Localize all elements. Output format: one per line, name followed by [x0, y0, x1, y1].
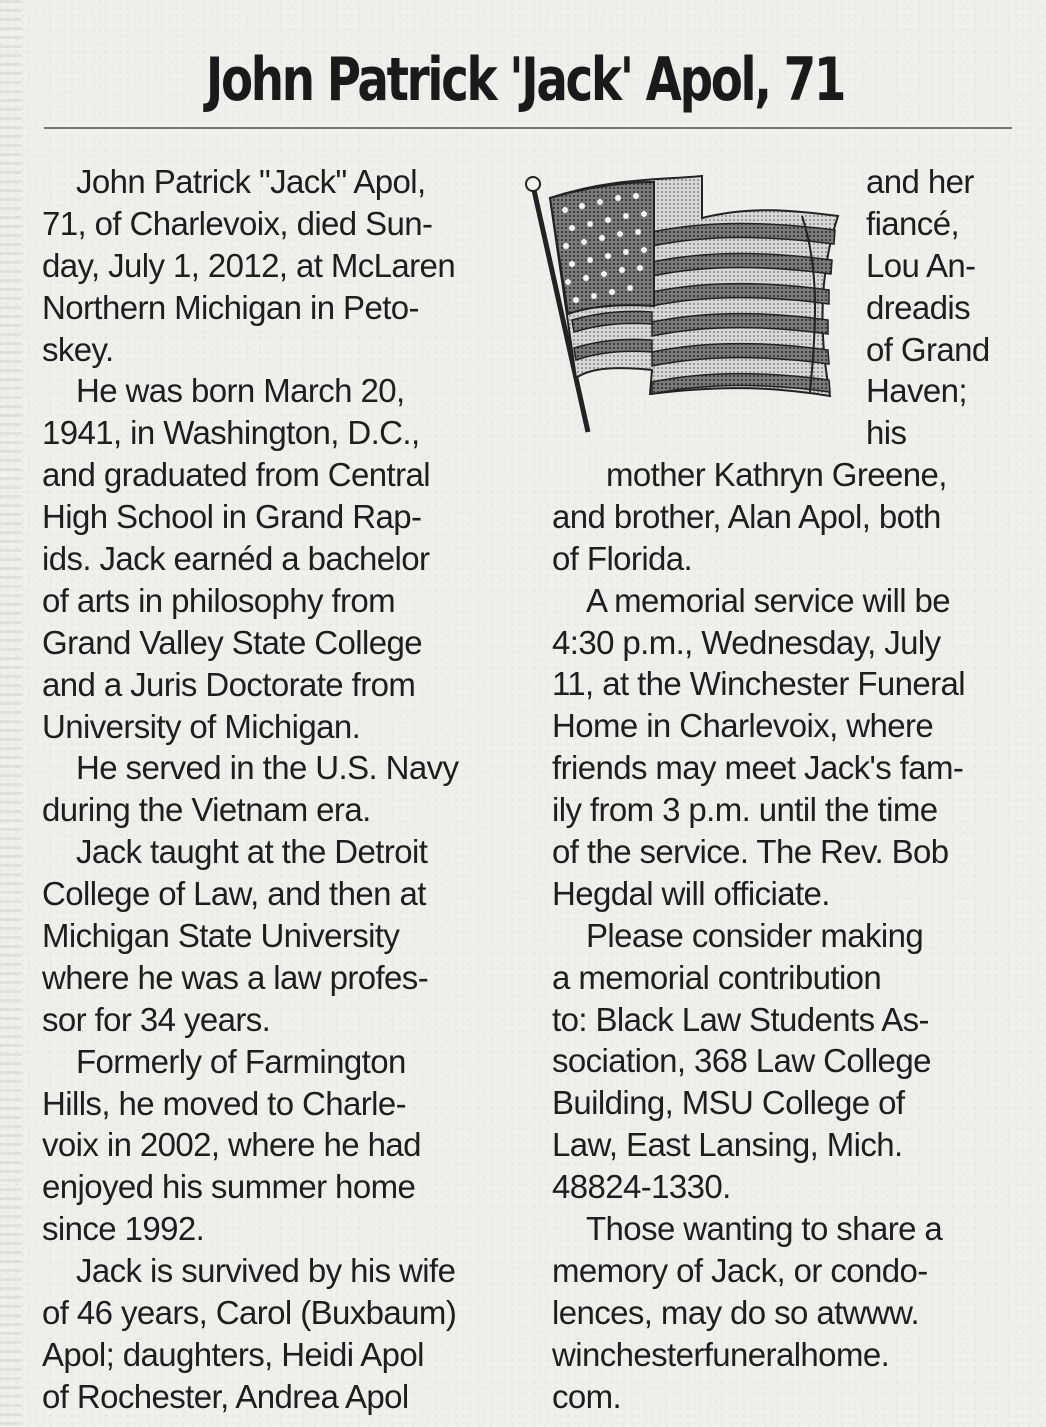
text-line: Hegdal will officiate. — [552, 874, 830, 912]
text-line: 1941, in Washington, D.C., — [42, 414, 420, 452]
text-line: mother Kathryn Greene, — [606, 456, 947, 493]
text-line: Those wanting to share a — [586, 1210, 943, 1248]
text-line: of 46 years, Carol (Buxbaum) — [42, 1294, 457, 1332]
right-top-column — [866, 161, 1016, 454]
text-line: He served in the U.S. Navy — [76, 749, 459, 787]
text-line: Building, MSU College of — [552, 1084, 905, 1122]
text-line: skey. — [42, 330, 114, 368]
text-line: during the Vietnam era. — [42, 791, 371, 829]
text-line: dreadis — [866, 288, 971, 326]
text-line: and her — [866, 163, 974, 200]
text-line: of the service. The Rev. Bob — [552, 833, 949, 871]
text-line: ily from 3 p.m. until the time — [552, 791, 938, 829]
text-line: Please consider making — [586, 916, 924, 954]
text-line: 71, of Charlevoix, died Sun- — [42, 204, 433, 242]
text-line: ids. Jack earnéd a bachelor — [42, 540, 430, 578]
text-line: Michigan State University — [42, 917, 400, 955]
text-line: Haven; — [866, 372, 967, 410]
text-line: Home in Charlevoix, where — [552, 707, 934, 745]
obituary-headline: John Patrick 'Jack' Apol, 71 — [205, 45, 845, 115]
text-line: University of Michigan. — [42, 707, 361, 745]
text-line: fiancé, — [866, 204, 960, 242]
text-line: He was born March 20, — [76, 372, 405, 410]
text-line: memory of Jack, or condo- — [552, 1251, 928, 1289]
text-line: to: Black Law Students As- — [552, 1000, 929, 1038]
text-line: Grand Valley State College — [42, 623, 423, 661]
text-line: Jack taught at the Detroit — [76, 833, 428, 871]
text-line: lences, may do so atwww. — [552, 1293, 920, 1331]
text-line: 48824-1330. — [552, 1168, 731, 1206]
text-line: friends may meet Jack's fam- — [552, 749, 964, 787]
text-line: where he was a law profes- — [42, 958, 429, 996]
text-line: and graduated from Central — [42, 456, 430, 494]
torn-edge — [0, 0, 22, 1427]
text-line: A memorial service will be — [586, 581, 951, 619]
headline-rule — [44, 127, 1012, 129]
text-line: Northern Michigan in Peto- — [42, 288, 419, 326]
text-line: a memorial contribution — [552, 958, 882, 996]
text-line: Lou An- — [866, 246, 976, 284]
right-column — [552, 454, 1012, 1417]
text-line: Formerly of Farmington — [76, 1042, 406, 1080]
text-line: since 1992. — [42, 1210, 205, 1248]
text-line: of Grand — [866, 330, 990, 368]
text-line: voix in 2002, where he had — [42, 1126, 421, 1164]
text-line: day, July 1, 2012, at McLaren — [42, 246, 456, 284]
text-line: enjoyed his summer home — [42, 1168, 416, 1206]
text-line: 11, at the Winchester Funeral — [552, 665, 966, 703]
text-line: Law, East Lansing, Mich. — [552, 1126, 903, 1164]
text-line: sociation, 368 Law College — [552, 1042, 931, 1080]
text-line: High School in Grand Rap- — [42, 498, 422, 536]
text-line: sor for 34 years. — [42, 1000, 271, 1038]
text-line: his — [866, 414, 907, 452]
text-line: College of Law, and then at — [42, 875, 426, 913]
text-line: and brother, Alan Apol, both — [552, 497, 941, 535]
text-line: 4:30 p.m., Wednesday, July — [552, 623, 941, 661]
left-column — [42, 161, 502, 1418]
text-line: Apol; daughters, Heidi Apol — [42, 1335, 424, 1373]
text-line: of Florida. — [552, 539, 693, 577]
text-line: of arts in philosophy from — [42, 581, 396, 619]
american-flag-icon — [520, 170, 850, 440]
text-line: John Patrick "Jack" Apol, — [76, 163, 426, 200]
text-line: winchesterfuneralhome. — [552, 1335, 890, 1373]
text-line: com. — [552, 1377, 622, 1415]
text-line: Hills, he moved to Charle- — [42, 1084, 407, 1122]
text-line: of Rochester, Andrea Apol — [42, 1377, 409, 1415]
text-line: and a Juris Doctorate from — [42, 665, 416, 703]
text-line: Jack is survived by his wife — [76, 1252, 456, 1290]
